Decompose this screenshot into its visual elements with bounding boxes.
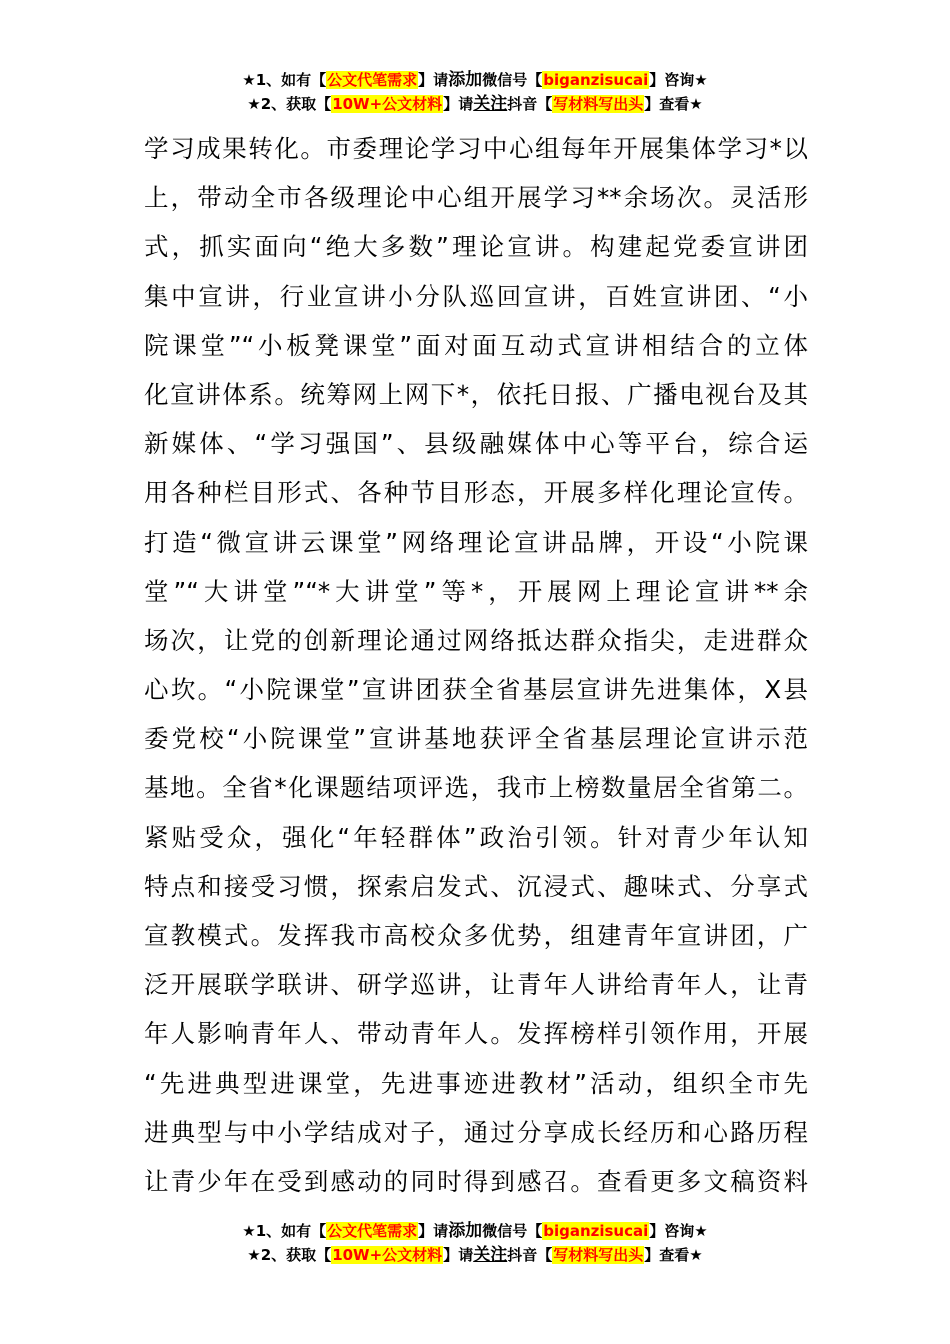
banner-emphasis: 添加 (448, 70, 483, 90)
banner-text: 微信号【 (482, 1222, 543, 1240)
banner-text: ★1、如有【 (242, 1222, 327, 1240)
banner-highlight: 10W+公文材料 (332, 95, 443, 113)
body-line: 化宣讲体系。统筹网上网下*，依托日报、广播电视台及其 (144, 379, 808, 409)
body-line: 特点和接受习惯，探索启发式、沉浸式、趣味式、分享式 (144, 871, 808, 901)
body-line: 进典型与中小学结成对子，通过分享成长经历和心路历程 (144, 1117, 808, 1147)
banner-highlight-wechat-id: biganzisucai (543, 1222, 649, 1240)
header-banner-line-1 (0, 68, 950, 92)
footer-banner-line-1 (0, 1219, 950, 1243)
banner-text: 】查看★ (644, 95, 703, 113)
body-line: 集中宣讲，行业宣讲小分队巡回宣讲，百姓宣讲团、“小 (144, 281, 808, 311)
banner-text: 抖音【 (507, 1246, 553, 1264)
body-line: 年人影响青年人、带动青年人。发挥榜样引领作用，开展 (144, 1019, 808, 1049)
banner-emphasis: 关注 (473, 94, 508, 114)
banner-emphasis: 添加 (448, 1221, 483, 1241)
banner-text: 微信号【 (482, 71, 543, 89)
body-line: 堂”“大讲堂”“*大讲堂”等*，开展网上理论宣讲**余 (144, 576, 808, 606)
banner-highlight-wechat-id: biganzisucai (543, 71, 649, 89)
document-body (144, 124, 808, 1206)
body-line: 学习成果转化。市委理论学习中心组每年开展集体学习*以 (144, 134, 808, 163)
body-line: 让青少年在受到感动的同时得到感召。查看更多文稿资料 (144, 1166, 808, 1196)
banner-text: ★2、获取【 (247, 1246, 332, 1264)
header-banner (0, 68, 950, 116)
body-line: 上，带动全市各级理论中心组开展学习**余场次。灵活形 (144, 183, 808, 213)
banner-text: 】请 (418, 1222, 449, 1240)
body-line: 用各种栏目形式、各种节目形态，开展多样化理论宣传。 (144, 478, 808, 508)
banner-text: ★2、获取【 (247, 95, 332, 113)
banner-text: 】查看★ (644, 1246, 703, 1264)
body-line: 紧贴受众，强化“年轻群体”政治引领。针对青少年认知 (144, 822, 808, 852)
banner-emphasis: 关注 (473, 1245, 508, 1265)
body-line: 打造“微宣讲云课堂”网络理论宣讲品牌，开设“小院课 (144, 527, 808, 557)
header-banner-line-2 (0, 92, 950, 116)
banner-text: 】咨询★ (649, 1222, 708, 1240)
banner-text: 】咨询★ (649, 71, 708, 89)
body-line: 基地。全省*化课题结项评选，我市上榜数量居全省第二。 (144, 773, 808, 803)
banner-highlight: 公文代笔需求 (327, 71, 418, 89)
body-line: 委党校“小院课堂”宣讲基地获评全省基层理论宣讲示范 (144, 724, 808, 754)
banner-highlight: 10W+公文材料 (332, 1246, 443, 1264)
body-line: “先进典型进课堂，先进事迹进教材”活动，组织全市先 (144, 1068, 808, 1098)
banner-highlight: 公文代笔需求 (327, 1222, 418, 1240)
body-line: 心坎。“小院课堂”宣讲团获全省基层宣讲先进集体，X县 (144, 675, 808, 705)
banner-text: 抖音【 (507, 95, 553, 113)
footer-banner (0, 1219, 950, 1267)
body-line: 新媒体、“学习强国”、县级融媒体中心等平台，综合运 (144, 429, 808, 459)
body-line: 院课堂”“小板凳课堂”面对面互动式宣讲相结合的立体 (144, 330, 808, 360)
banner-text: 】请 (443, 1246, 474, 1264)
banner-text: ★1、如有【 (242, 71, 327, 89)
body-line: 场次，让党的创新理论通过网络抵达群众指尖，走进群众 (144, 625, 808, 655)
banner-highlight-douyin-name: 写材料写出头 (553, 95, 644, 113)
banner-highlight-douyin-name: 写材料写出头 (553, 1246, 644, 1264)
banner-text: 】请 (418, 71, 449, 89)
body-line: 宣教模式。发挥我市高校众多优势，组建青年宣讲团，广 (144, 921, 808, 950)
footer-banner-line-2 (0, 1243, 950, 1267)
body-line: 泛开展联学联讲、研学巡讲，让青年人讲给青年人，让青 (144, 970, 808, 1000)
body-line: 式，抓实面向“绝大多数”理论宣讲。构建起党委宣讲团 (144, 232, 808, 262)
banner-text: 】请 (443, 95, 474, 113)
